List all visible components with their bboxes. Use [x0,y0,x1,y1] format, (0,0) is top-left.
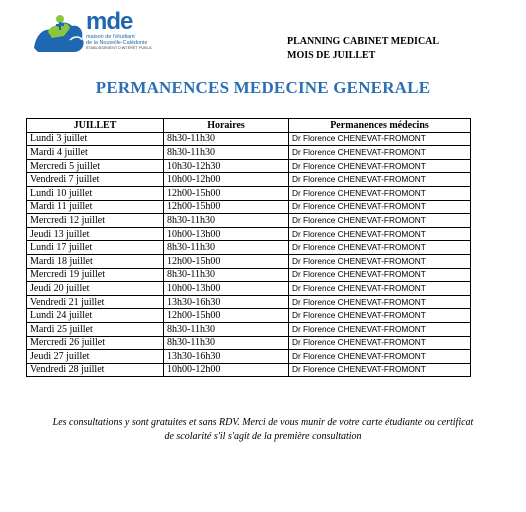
doctor-cell: Dr Florence CHENEVAT-FROMONT [289,309,471,323]
table-header-row [27,119,471,133]
day-cell: Mercredi 19 juillet [27,268,164,282]
table-row [27,200,471,214]
doctor-cell: Dr Florence CHENEVAT-FROMONT [289,146,471,160]
logo-brand: mde [86,8,133,35]
column-header-doctors: Permanences médecins [289,119,471,133]
column-header-hours: Horaires [164,119,289,133]
schedule-table [26,118,471,377]
header-line1: PLANNING CABINET MEDICAL [287,36,440,47]
day-cell: Mardi 11 juillet [27,200,164,214]
page-title: PERMANENCES MEDECINE GENERALE [95,78,431,97]
hours-cell: 8h30-11h30 [164,336,289,350]
day-cell: Jeudi 27 juillet [27,350,164,364]
day-cell: Mardi 4 juillet [27,146,164,160]
doctor-cell: Dr Florence CHENEVAT-FROMONT [289,214,471,228]
day-cell: Lundi 17 juillet [27,241,164,255]
day-cell: Lundi 24 juillet [27,309,164,323]
day-cell: Vendredi 21 juillet [27,295,164,309]
doctor-cell: Dr Florence CHENEVAT-FROMONT [289,322,471,336]
doctor-cell: Dr Florence CHENEVAT-FROMONT [289,227,471,241]
hours-cell: 8h30-11h30 [164,241,289,255]
doctor-cell: Dr Florence CHENEVAT-FROMONT [289,350,471,364]
table-row [27,322,471,336]
table-row [27,282,471,296]
day-cell: Mardi 18 juillet [27,254,164,268]
day-cell: Vendredi 7 juillet [27,173,164,187]
hours-cell: 10h30-12h30 [164,159,289,173]
logo-line1: maison de l'étudiant [86,34,135,40]
hours-cell: 8h30-11h30 [164,132,289,146]
day-cell: Mercredi 26 juillet [27,336,164,350]
doctor-cell: Dr Florence CHENEVAT-FROMONT [289,282,471,296]
footer-line1: Les consultations y sont gratuites et sans RDV. Merci de vous munir de votre carte étudiante ou certificat [52,417,474,428]
hours-cell: 8h30-11h30 [164,146,289,160]
day-cell: Lundi 3 juillet [27,132,164,146]
doctor-cell: Dr Florence CHENEVAT-FROMONT [289,173,471,187]
logo-text [86,10,153,51]
hours-cell: 8h30-11h30 [164,322,289,336]
hours-cell: 10h00-12h00 [164,173,289,187]
doctor-cell: Dr Florence CHENEVAT-FROMONT [289,363,471,377]
day-cell: Jeudi 13 juillet [27,227,164,241]
day-cell: Mardi 25 juillet [27,322,164,336]
logo-line2: de la Nouvelle-Calédonie [86,40,148,46]
schedule-rows [27,132,471,377]
table-row [27,363,471,377]
table-row [27,241,471,255]
header-line2: MOIS DE JUILLET [287,50,376,61]
table-row [27,254,471,268]
doctor-cell: Dr Florence CHENEVAT-FROMONT [289,268,471,282]
hours-cell: 13h30-16h30 [164,350,289,364]
doctor-cell: Dr Florence CHENEVAT-FROMONT [289,295,471,309]
doctor-cell: Dr Florence CHENEVAT-FROMONT [289,186,471,200]
table-row [27,350,471,364]
table-row [27,173,471,187]
doctor-cell: Dr Florence CHENEVAT-FROMONT [289,241,471,255]
table-row [27,336,471,350]
day-cell: Mercredi 12 juillet [27,214,164,228]
hours-cell: 10h00-13h00 [164,227,289,241]
doctor-cell: Dr Florence CHENEVAT-FROMONT [289,200,471,214]
footer-note [20,416,506,444]
logo-line3: ÉTABLISSEMENT D'INTÉRÊT PUBLIC [86,46,153,50]
table-row [27,295,471,309]
doctor-cell: Dr Florence CHENEVAT-FROMONT [289,254,471,268]
table-row [27,186,471,200]
table-row [27,159,471,173]
day-cell: Lundi 10 juillet [27,186,164,200]
hours-cell: 10h00-12h00 [164,363,289,377]
table-row [27,146,471,160]
doctor-cell: Dr Florence CHENEVAT-FROMONT [289,159,471,173]
hours-cell: 8h30-11h30 [164,268,289,282]
hours-cell: 12h00-15h00 [164,309,289,323]
hours-cell: 12h00-15h00 [164,186,289,200]
table-row [27,309,471,323]
column-header-month: JUILLET [27,119,164,133]
hours-cell: 13h30-16h30 [164,295,289,309]
day-cell: Jeudi 20 juillet [27,282,164,296]
table-row [27,214,471,228]
hours-cell: 12h00-15h00 [164,200,289,214]
doctor-cell: Dr Florence CHENEVAT-FROMONT [289,132,471,146]
table-row [27,268,471,282]
doctor-cell: Dr Florence CHENEVAT-FROMONT [289,336,471,350]
hours-cell: 10h00-13h00 [164,282,289,296]
table-row [27,227,471,241]
table-row [27,132,471,146]
hours-cell: 8h30-11h30 [164,214,289,228]
footer-line2: de scolarité s'il s'agit de la première consultation [164,431,362,442]
day-cell: Mercredi 5 juillet [27,159,164,173]
document-header [287,35,439,63]
hours-cell: 12h00-15h00 [164,254,289,268]
day-cell: Vendredi 28 juillet [27,363,164,377]
